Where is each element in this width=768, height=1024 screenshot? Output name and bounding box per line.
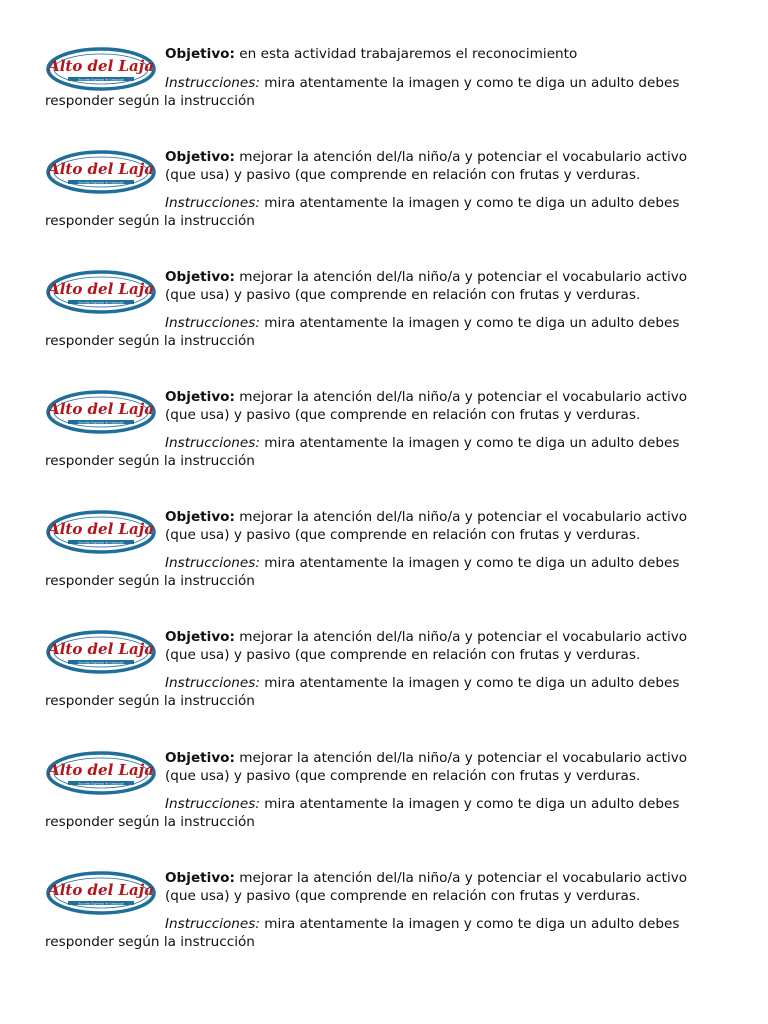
objective-text <box>165 268 710 304</box>
objective-text <box>165 869 710 905</box>
school-logo <box>46 150 156 194</box>
instructions-body: mira atentamente la imagen y como te diga un adulto debes responder según la instrucción <box>45 195 680 229</box>
instructions-text <box>45 434 725 470</box>
instructions-label: Instrucciones: <box>165 916 260 932</box>
objective-label: Objetivo: <box>165 149 235 165</box>
instructions-label: Instrucciones: <box>165 675 260 691</box>
instructions-text <box>45 795 725 831</box>
instructions-label: Instrucciones: <box>165 435 260 451</box>
svg-text:Escuela Especial de Lenguaje: Escuela Especial de Lenguaje <box>78 420 124 425</box>
svg-text:Escuela Especial de Lenguaje: Escuela Especial de Lenguaje <box>78 901 124 906</box>
instructions-body: mira atentamente la imagen y como te diga un adulto debes responder según la instrucción <box>45 796 680 830</box>
instructions-label: Instrucciones: <box>165 315 260 331</box>
instructions-label: Instrucciones: <box>165 195 260 211</box>
svg-text:Alto del Laja: Alto del Laja <box>48 400 154 418</box>
objective-text <box>165 45 710 63</box>
objective-label: Objetivo: <box>165 870 235 886</box>
instructions-body: mira atentamente la imagen y como te diga un adulto debes responder según la instrucción <box>45 555 680 589</box>
objective-body: mejorar la atención del/la niño/a y potenciar el vocabulario activo (que usa) y pasivo (que comprende en relación con frutas y verduras. <box>165 870 688 904</box>
objective-label: Objetivo: <box>165 46 235 62</box>
svg-text:Alto del Laja: Alto del Laja <box>48 640 154 658</box>
instructions-label: Instrucciones: <box>165 75 260 91</box>
objective-body: mejorar la atención del/la niño/a y potenciar el vocabulario activo (que usa) y pasivo (que comprende en relación con frutas y verduras. <box>165 149 688 183</box>
svg-text:Alto del Laja: Alto del Laja <box>48 160 154 178</box>
school-logo <box>46 270 156 314</box>
objective-body: en esta actividad trabajaremos el reconocimiento <box>234 46 578 62</box>
school-logo <box>46 871 156 915</box>
svg-text:Escuela Especial de Lenguaje: Escuela Especial de Lenguaje <box>78 77 124 82</box>
svg-text:Escuela Especial de Lenguaje: Escuela Especial de Lenguaje <box>78 540 124 545</box>
svg-text:Alto del Laja: Alto del Laja <box>48 280 154 298</box>
school-logo <box>46 751 156 795</box>
svg-text:Escuela Especial de Lenguaje: Escuela Especial de Lenguaje <box>78 300 124 305</box>
objective-label: Objetivo: <box>165 389 235 405</box>
instructions-body: mira atentamente la imagen y como te diga un adulto debes responder según la instrucción <box>45 75 680 109</box>
instructions-label: Instrucciones: <box>165 796 260 812</box>
objective-text <box>165 508 710 544</box>
objective-label: Objetivo: <box>165 509 235 525</box>
instructions-text <box>45 554 725 590</box>
objective-text <box>165 749 710 785</box>
objective-text <box>165 148 710 184</box>
school-logo <box>46 390 156 434</box>
svg-text:Escuela Especial de Lenguaje: Escuela Especial de Lenguaje <box>78 660 124 665</box>
objective-body: mejorar la atención del/la niño/a y potenciar el vocabulario activo (que usa) y pasivo (que comprende en relación con frutas y verduras. <box>165 269 688 303</box>
instructions-body: mira atentamente la imagen y como te diga un adulto debes responder según la instrucción <box>45 916 680 950</box>
instructions-text <box>45 915 725 951</box>
objective-text <box>165 628 710 664</box>
svg-text:Alto del Laja: Alto del Laja <box>48 520 154 538</box>
instructions-label: Instrucciones: <box>165 555 260 571</box>
school-logo <box>46 630 156 674</box>
instructions-body: mira atentamente la imagen y como te diga un adulto debes responder según la instrucción <box>45 675 680 709</box>
objective-body: mejorar la atención del/la niño/a y potenciar el vocabulario activo (que usa) y pasivo (que comprende en relación con frutas y verduras. <box>165 509 688 543</box>
objective-text <box>165 388 710 424</box>
instructions-text <box>45 314 725 350</box>
instructions-text <box>45 74 725 110</box>
instructions-text <box>45 194 725 230</box>
svg-text:Alto del Laja: Alto del Laja <box>48 57 154 75</box>
svg-text:Escuela Especial de Lenguaje: Escuela Especial de Lenguaje <box>78 180 124 185</box>
objective-body: mejorar la atención del/la niño/a y potenciar el vocabulario activo (que usa) y pasivo (que comprende en relación con frutas y verduras. <box>165 750 688 784</box>
objective-label: Objetivo: <box>165 269 235 285</box>
objective-label: Objetivo: <box>165 629 235 645</box>
objective-body: mejorar la atención del/la niño/a y potenciar el vocabulario activo (que usa) y pasivo (que comprende en relación con frutas y verduras. <box>165 389 688 423</box>
svg-text:Alto del Laja: Alto del Laja <box>48 881 154 899</box>
instructions-text <box>45 674 725 710</box>
svg-text:Escuela Especial de Lenguaje: Escuela Especial de Lenguaje <box>78 781 124 786</box>
svg-text:Alto del Laja: Alto del Laja <box>48 761 154 779</box>
school-logo <box>46 510 156 554</box>
objective-body: mejorar la atención del/la niño/a y potenciar el vocabulario activo (que usa) y pasivo (que comprende en relación con frutas y verduras. <box>165 629 688 663</box>
instructions-body: mira atentamente la imagen y como te diga un adulto debes responder según la instrucción <box>45 435 680 469</box>
instructions-body: mira atentamente la imagen y como te diga un adulto debes responder según la instrucción <box>45 315 680 349</box>
objective-label: Objetivo: <box>165 750 235 766</box>
